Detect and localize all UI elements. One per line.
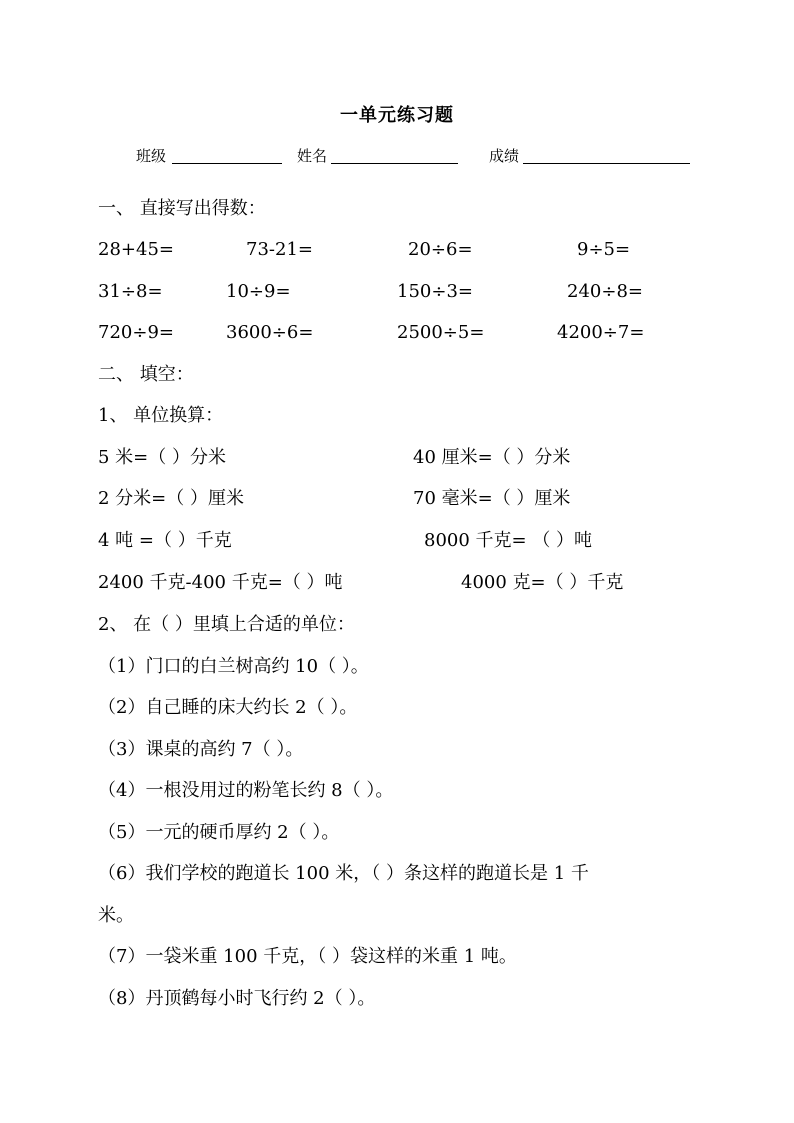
fill-unit-item-5: （5）一元的硬币厚约 2（ ）。 bbox=[98, 822, 340, 843]
conversion-item-7: 2400 千克-400 千克=（ ）吨 bbox=[98, 572, 343, 593]
class-blank-line bbox=[172, 163, 282, 164]
worksheet-title: 一单元练习题 bbox=[340, 105, 454, 126]
fill-unit-item-4: （4）一根没用过的粉笔长约 8（ ）。 bbox=[98, 780, 394, 801]
fill-unit-item-6-continued: 米。 bbox=[98, 905, 134, 926]
conversion-item-5: 4 吨 =（ ）千克 bbox=[98, 530, 232, 551]
score-blank-line bbox=[523, 163, 690, 164]
conversion-item-6: 8000 千克= （ ）吨 bbox=[424, 530, 593, 551]
fill-unit-item-7: （7）一袋米重 100 千克，（ ）袋这样的米重 1 吨。 bbox=[98, 946, 517, 967]
name-blank-line bbox=[331, 163, 458, 164]
conversion-item-4: 70 毫米=（ ）厘米 bbox=[413, 488, 571, 509]
problem-7: 150÷3= bbox=[397, 281, 473, 302]
section1-heading: 一、 直接写出得数： bbox=[98, 198, 266, 219]
problem-6: 10÷9= bbox=[226, 281, 291, 302]
problem-10: 3600÷6= bbox=[226, 322, 314, 343]
section2-heading: 二、 填空： bbox=[98, 364, 194, 385]
fill-unit-item-6: （6）我们学校的跑道长 100 米，（ ）条这样的跑道长是 1 千 bbox=[98, 863, 589, 884]
problem-5: 31÷8= bbox=[98, 281, 163, 302]
fill-unit-item-8: （8）丹顶鹤每小时飞行约 2（ ）。 bbox=[98, 988, 376, 1009]
problem-4: 9÷5= bbox=[577, 239, 631, 260]
problem-3: 20÷6= bbox=[408, 239, 473, 260]
name-label: 姓名 bbox=[297, 147, 328, 165]
score-label: 成绩 bbox=[489, 147, 520, 165]
conversion-item-3: 2 分米=（ ）厘米 bbox=[98, 488, 244, 509]
unit-conversion-heading: 1、 单位换算： bbox=[98, 405, 224, 426]
fill-unit-item-2: （2）自己睡的床大约长 2（ ）。 bbox=[98, 697, 358, 718]
conversion-item-1: 5 米=（ ）分米 bbox=[98, 447, 226, 468]
problem-1: 28+45= bbox=[98, 239, 174, 260]
fill-unit-heading: 2、 在（ ）里填上合适的单位： bbox=[98, 614, 355, 635]
problem-2: 73-21= bbox=[246, 239, 313, 260]
problem-12: 4200÷7= bbox=[557, 322, 645, 343]
problem-9: 720÷9= bbox=[98, 322, 174, 343]
conversion-item-8: 4000 克=（ ）千克 bbox=[461, 572, 624, 593]
fill-unit-item-1: （1）门口的白兰树高约 10（ ）。 bbox=[98, 656, 369, 677]
fill-unit-item-3: （3）课桌的高约 7（ ）。 bbox=[98, 739, 304, 760]
problem-8: 240÷8= bbox=[567, 281, 643, 302]
class-label: 班级 bbox=[136, 147, 167, 165]
conversion-item-2: 40 厘米=（ ）分米 bbox=[413, 447, 571, 468]
problem-11: 2500÷5= bbox=[397, 322, 485, 343]
